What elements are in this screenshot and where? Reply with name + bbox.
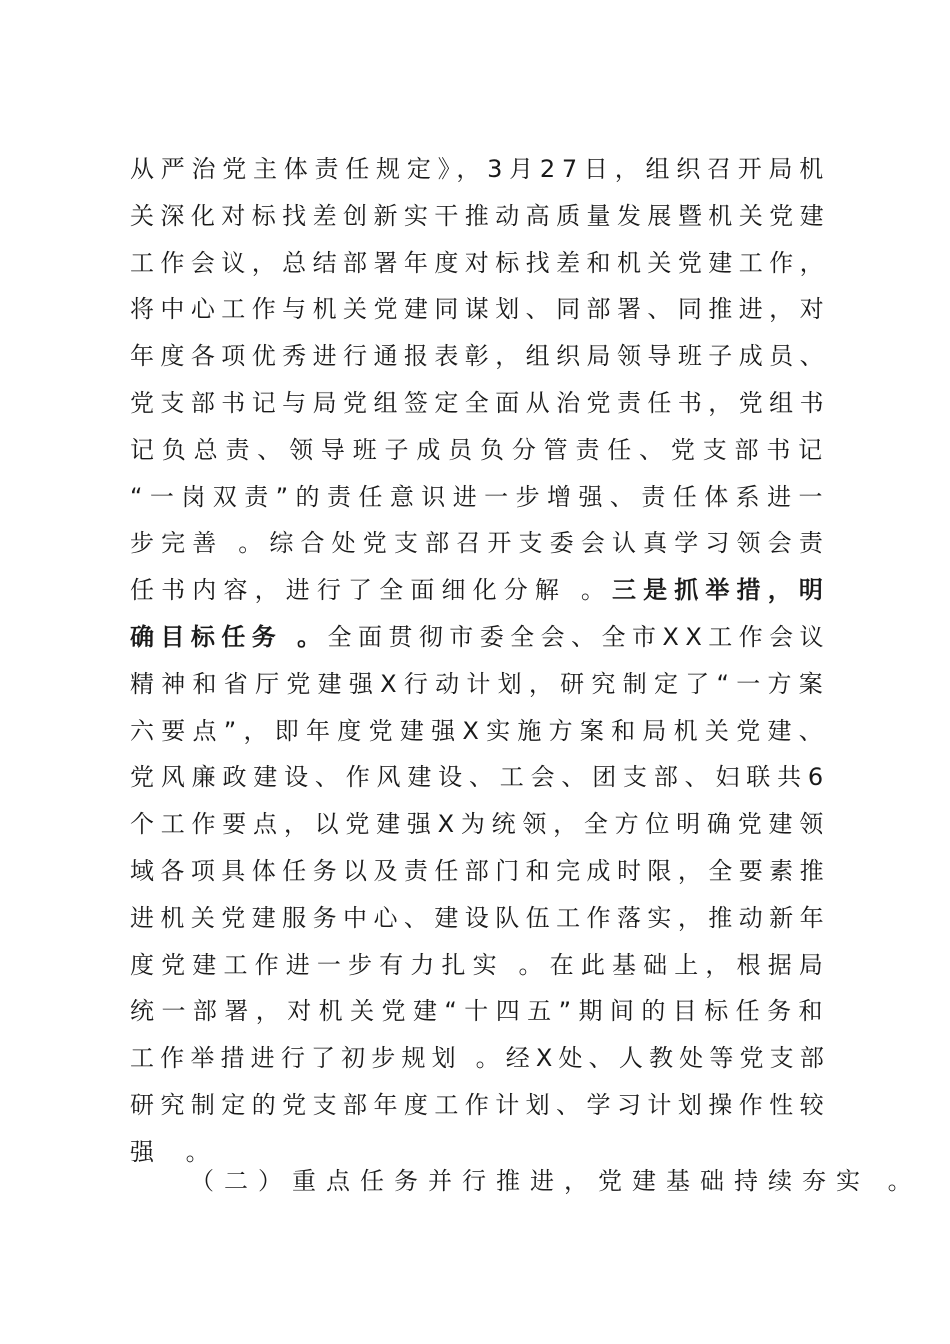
section-heading: （二）重点任务并行推进，党建基础持续夯实 。 (190, 1167, 922, 1195)
line-text: “一岗双责”的责任意识进一步增强、责任体系进一 (130, 482, 830, 511)
line-text: 任书内容，进行了全面细化分解 。 (130, 576, 612, 605)
text-line (130, 193, 830, 240)
line-text: 六要点”，即年度党建强X实施方案和局机关党建、 (130, 716, 830, 745)
line-text: 个工作要点，以党建强X为统领，全方位明确党建领 (130, 810, 830, 839)
text-line (130, 333, 830, 380)
text-line (130, 380, 830, 427)
text-line (130, 240, 830, 287)
line-text: 年度各项优秀进行通报表彰，组织局领导班子成员、 (130, 342, 830, 371)
bold-lead: 三是抓举措，明 (611, 576, 830, 605)
text-line (130, 614, 830, 661)
line-text: 进机关党建服务中心、建设队伍工作落实，推动新年 (130, 903, 830, 932)
text-line (130, 801, 830, 848)
line-text: 记负总责、领导班子成员负分管责任、党支部书记 (130, 435, 830, 464)
line-text: 精神和省厅党建强X行动计划，研究制定了“一方案 (130, 669, 830, 698)
line-text: 域各项具体任务以及责任部门和完成时限，全要素推 (130, 856, 830, 885)
text-line (130, 661, 830, 708)
text-line (130, 848, 830, 895)
line-text: 关深化对标找差创新实干推动高质量发展暨机关党建 (130, 201, 830, 230)
text-line (130, 567, 830, 614)
text-line (130, 1082, 830, 1129)
line-text: 全面贯彻市委全会、全市XX工作会议 (327, 622, 830, 651)
line-text: 度党建工作进一步有力扎实 。在此基础上，根据局 (130, 950, 830, 979)
line-text: 统一部署，对机关党建“十四五”期间的目标任务和 (130, 997, 830, 1026)
line-text: 工作举措进行了初步规划 。经X处、人教处等党支部 (130, 1044, 830, 1073)
line-text: 将中心工作与机关党建同谋划、同部署、同推进，对 (130, 295, 830, 324)
line-text: 党支部书记与局党组签定全面从治党责任书，党组书 (130, 388, 830, 417)
line-text: 强 。 (130, 1137, 222, 1166)
line-text: 步完善 。综合处党支部召开支委会认真学习领会责 (130, 529, 830, 558)
text-line (130, 474, 830, 521)
text-line (130, 708, 830, 755)
text-line (130, 146, 830, 193)
text-line (130, 520, 830, 567)
line-text: 党风廉政建设、作风建设、工会、团支部、妇联共6 (130, 763, 830, 792)
text-line (130, 895, 830, 942)
text-line (130, 1035, 830, 1082)
text-line (130, 286, 830, 333)
text-line (130, 988, 830, 1035)
line-text: 工作会议，总结部署年度对标找差和机关党建工作， (130, 248, 830, 277)
text-line (130, 427, 830, 474)
bold-lead-continued: 确目标任务 。 (130, 622, 328, 651)
line-text: 从严治党主体责任规定》，3月27日，组织召开局机 (130, 155, 830, 183)
text-line (130, 942, 830, 989)
line-text: 研究制定的党支部年度工作计划、学习计划操作性较 (130, 1090, 830, 1119)
text-line (130, 754, 830, 801)
body-paragraph (130, 146, 830, 1176)
